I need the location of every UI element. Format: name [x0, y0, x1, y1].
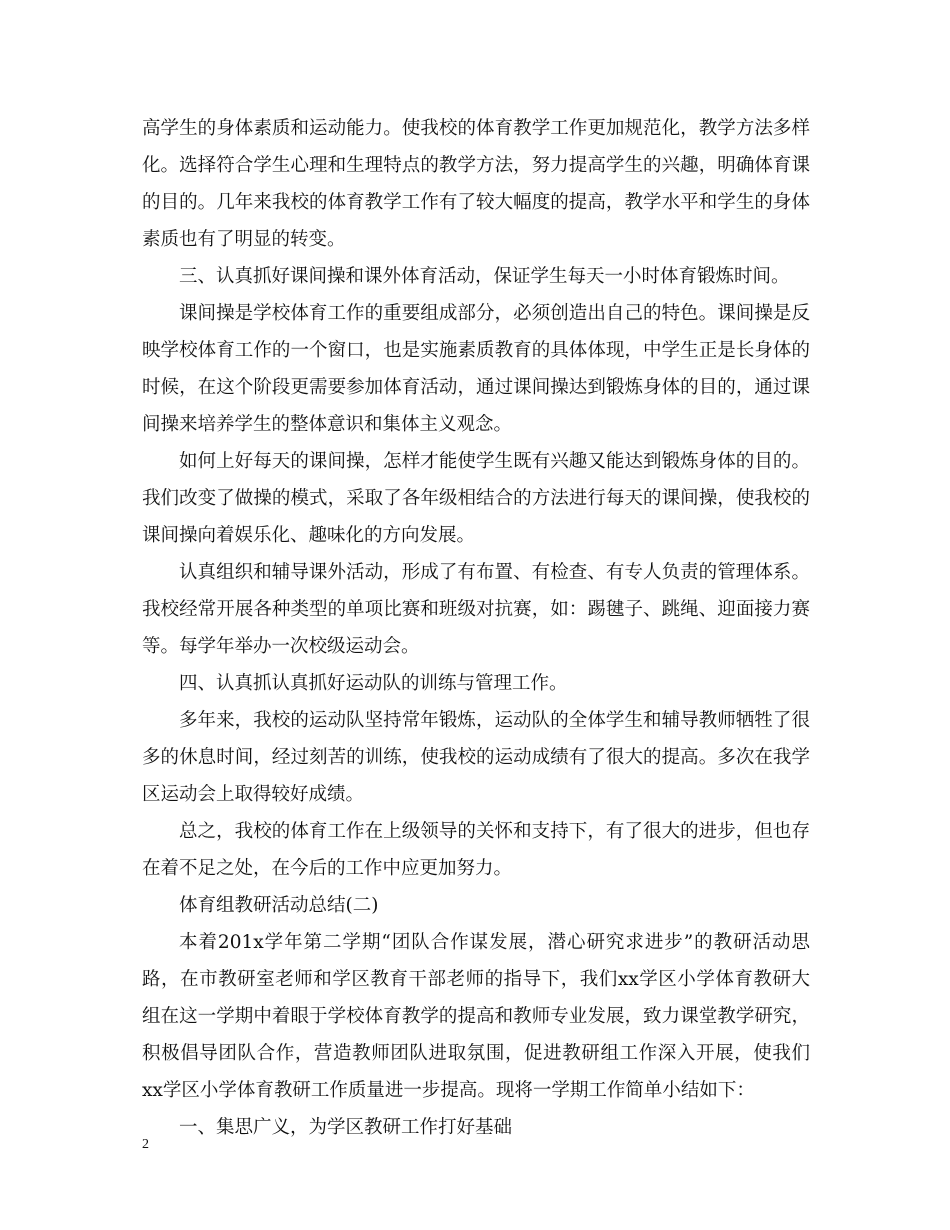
section-heading-1: 一、集思广义，为学区教研工作打好基础: [179, 1117, 513, 1138]
section-heading-4: 四、认真抓认真抓好运动队的训练与管理工作。: [179, 673, 568, 694]
paragraph-continuation: 高学生的身体素质和运动能力。使我校的体育教学工作更加规范化，教学方法多样化。选择符合学生心理和生理特点的教学方法，努力提高学生的兴趣，明确体育课的目的。几年来我校的体育教学工作有了较大幅度的提高，教学水平和学生的身体素质也有了明显的转变。: [142, 118, 810, 250]
section-heading-3: 三、认真抓好课间操和课外体育活动，保证学生每天一小时体育锻炼时间。: [179, 266, 790, 287]
paragraph-conclusion: 总之，我校的体育工作在上级领导的关怀和支持下，有了很大的进步，但也存在着不足之处，在今后的工作中应更加努力。: [142, 821, 810, 879]
paragraph-intro: 本着201x学年第二学期“团队合作谋发展，潜心研究求进步”的教研活动思路，在市教研室老师和学区教育干部老师的指导下，我们xx学区小学体育教研大组在这一学期中着眼于学校体育教学的提高和教师专业发展，致力课堂教学研究，积极倡导团队合作，营造教师团队进取氛围，促进教研组工作深入开展，使我们xx学区小学体育教研工作质量进一步提高。现将一学期工作简单小结如下：: [142, 932, 810, 1101]
paragraph: 多年来，我校的运动队坚持常年锻炼，运动队的全体学生和辅导教师牺牲了很多的休息时间，经过刻苦的训练，使我校的运动成绩有了很大的提高。多次在我学区运动会上取得较好成绩。: [142, 710, 810, 805]
page-number: 2: [142, 1137, 149, 1152]
paragraph: 认真组织和辅导课外活动，形成了有布置、有检查、有专人负责的管理体系。我校经常开展各种类型的单项比赛和班级对抗赛，如：踢毽子、跳绳、迎面接力赛等。每学年举办一次校级运动会。: [142, 562, 810, 657]
document-subtitle: 体育组教研活动总结(二): [179, 895, 379, 916]
paragraph: 如何上好每天的课间操，怎样才能使学生既有兴趣又能达到锻炼身体的目的。我们改变了做操的模式，采取了各年级相结合的方法进行每天的课间操，使我校的课间操向着娱乐化、趣味化的方向发展。: [142, 451, 810, 546]
document-body: [142, 110, 810, 1146]
paragraph: 课间操是学校体育工作的重要组成部分，必须创造出自己的特色。课间操是反映学校体育工作的一个窗口，也是实施素质教育的具体体现，中学生正是长身体的时候，在这个阶段更需要参加体育活动，通过课间操达到锻炼身体的目的，通过课间操来培养学生的整体意识和集体主义观念。: [142, 303, 810, 435]
